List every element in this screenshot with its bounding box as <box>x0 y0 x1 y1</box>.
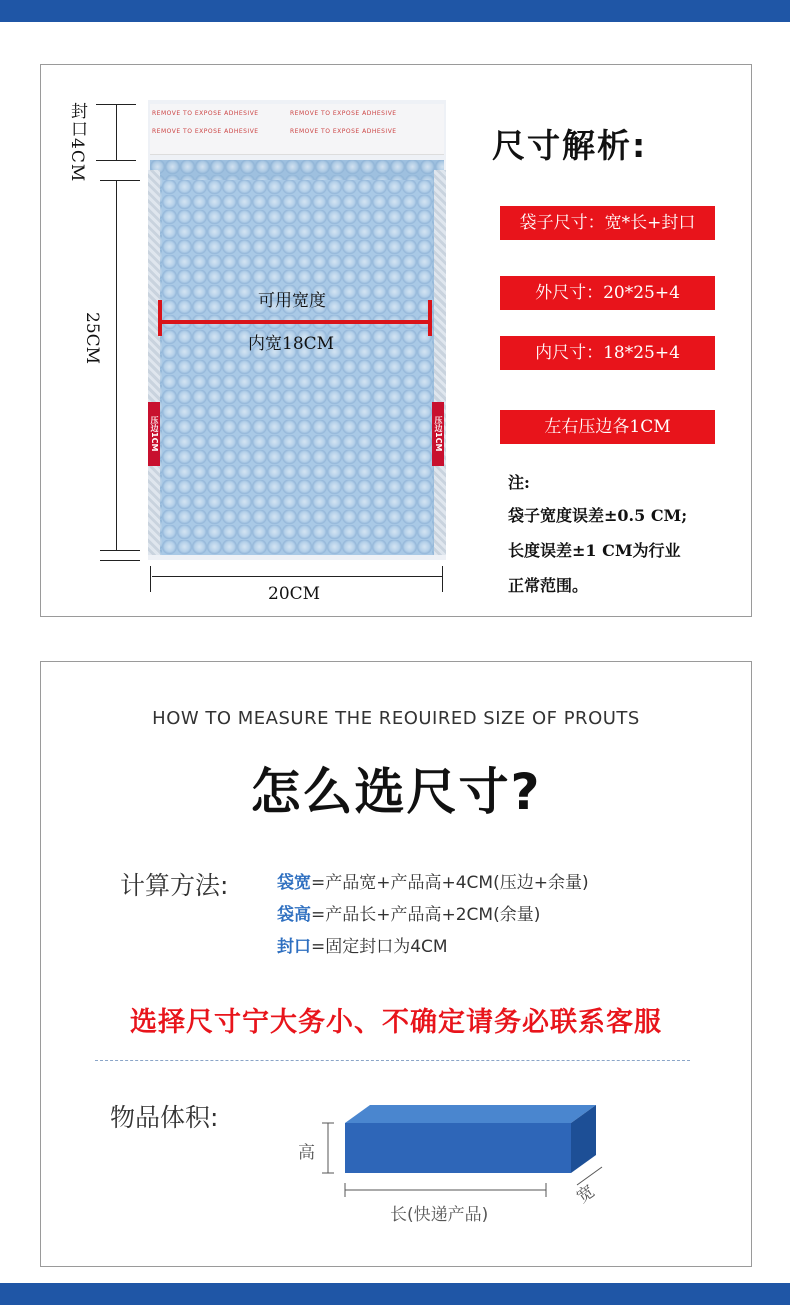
formula-key-bag-width: 袋宽 <box>277 873 311 893</box>
measure-subtitle-en: HOW TO MEASURE THE REOUIRED SIZE OF PROUTS <box>152 708 640 729</box>
strip-text-1: REMOVE TO EXPOSE ADHESIVE <box>152 110 259 117</box>
formula-text-bag-width: =产品宽+产品高+4CM(压边+余量) <box>311 873 589 893</box>
bag-bottom-tick <box>100 560 140 561</box>
formula-key-seal: 封口 <box>277 937 311 957</box>
formula-text-seal: =固定封口为4CM <box>311 937 448 957</box>
strip-text-2: REMOVE TO EXPOSE ADHESIVE <box>290 110 397 117</box>
length-dim-top-tick <box>100 180 140 181</box>
inner-width-right-cap <box>428 300 432 336</box>
method-label: 计算方法: <box>120 871 229 900</box>
top-banner-bar <box>0 0 790 22</box>
box-top-face <box>345 1105 596 1123</box>
formula-bag-height <box>277 900 540 925</box>
formula-bag-width <box>277 868 589 893</box>
usable-width-label: 可用宽度 <box>258 291 326 311</box>
press-edge-tag-right: 压边1CM <box>432 402 444 466</box>
inner-width-left-cap <box>158 300 162 336</box>
size-analysis-title: 尺寸解析: <box>492 126 648 165</box>
length-dim-line <box>116 180 117 550</box>
section-divider <box>95 1060 690 1061</box>
box-front-face <box>345 1123 571 1173</box>
width-dim-line <box>152 576 442 577</box>
box-width-label: 宽 <box>573 1181 599 1208</box>
size-box-outer: 外尺寸：20*25+4 <box>500 276 715 310</box>
bottom-banner-bar <box>0 1283 790 1305</box>
size-box-formula: 袋子尺寸：宽*长+封口 <box>500 206 715 240</box>
size-box-inner: 内尺寸：18*25+4 <box>500 336 715 370</box>
volume-label: 物品体积: <box>110 1103 219 1132</box>
size-warning: 选择尺寸宁大务小、不确定请务必联系客服 <box>130 1007 662 1038</box>
note-line-3: 正常范围。 <box>508 576 589 595</box>
right-press-edge <box>434 170 446 555</box>
adhesive-strip <box>150 104 444 155</box>
note-line-2: 长度误差±1 CM为行业 <box>508 541 681 560</box>
strip-text-3: REMOVE TO EXPOSE ADHESIVE <box>152 128 259 135</box>
inner-width-line <box>160 320 432 324</box>
formula-key-bag-height: 袋高 <box>277 905 311 925</box>
note-line-1: 袋子宽度误差±0.5 CM; <box>508 506 688 525</box>
box-height-label: 高 <box>298 1143 315 1163</box>
formula-seal <box>277 932 448 957</box>
size-box-press-edge: 左右压边各1CM <box>500 410 715 444</box>
seal-label: 封口4CM <box>67 102 87 183</box>
choose-size-title: 怎么选尺寸? <box>250 763 542 821</box>
box-length-label: 长(快递产品) <box>390 1205 489 1225</box>
length-label: 25CM <box>82 312 102 365</box>
left-press-edge <box>148 170 160 555</box>
strip-text-4: REMOVE TO EXPOSE ADHESIVE <box>290 128 397 135</box>
seal-dim-line <box>116 104 117 160</box>
inner-width-label: 内宽18CM <box>248 334 335 354</box>
bubble-inner-area <box>162 180 432 555</box>
note-title: 注: <box>508 473 530 492</box>
width-label: 20CM <box>268 584 321 604</box>
formula-text-bag-height: =产品长+产品高+2CM(余量) <box>311 905 541 925</box>
width-dim-right-tick <box>442 566 443 592</box>
press-edge-tag-left: 压边1CM <box>148 402 160 466</box>
length-dim-bottom-tick <box>100 550 140 551</box>
seal-dim-bottom-tick <box>96 160 136 161</box>
width-dim-left-tick <box>150 566 151 592</box>
